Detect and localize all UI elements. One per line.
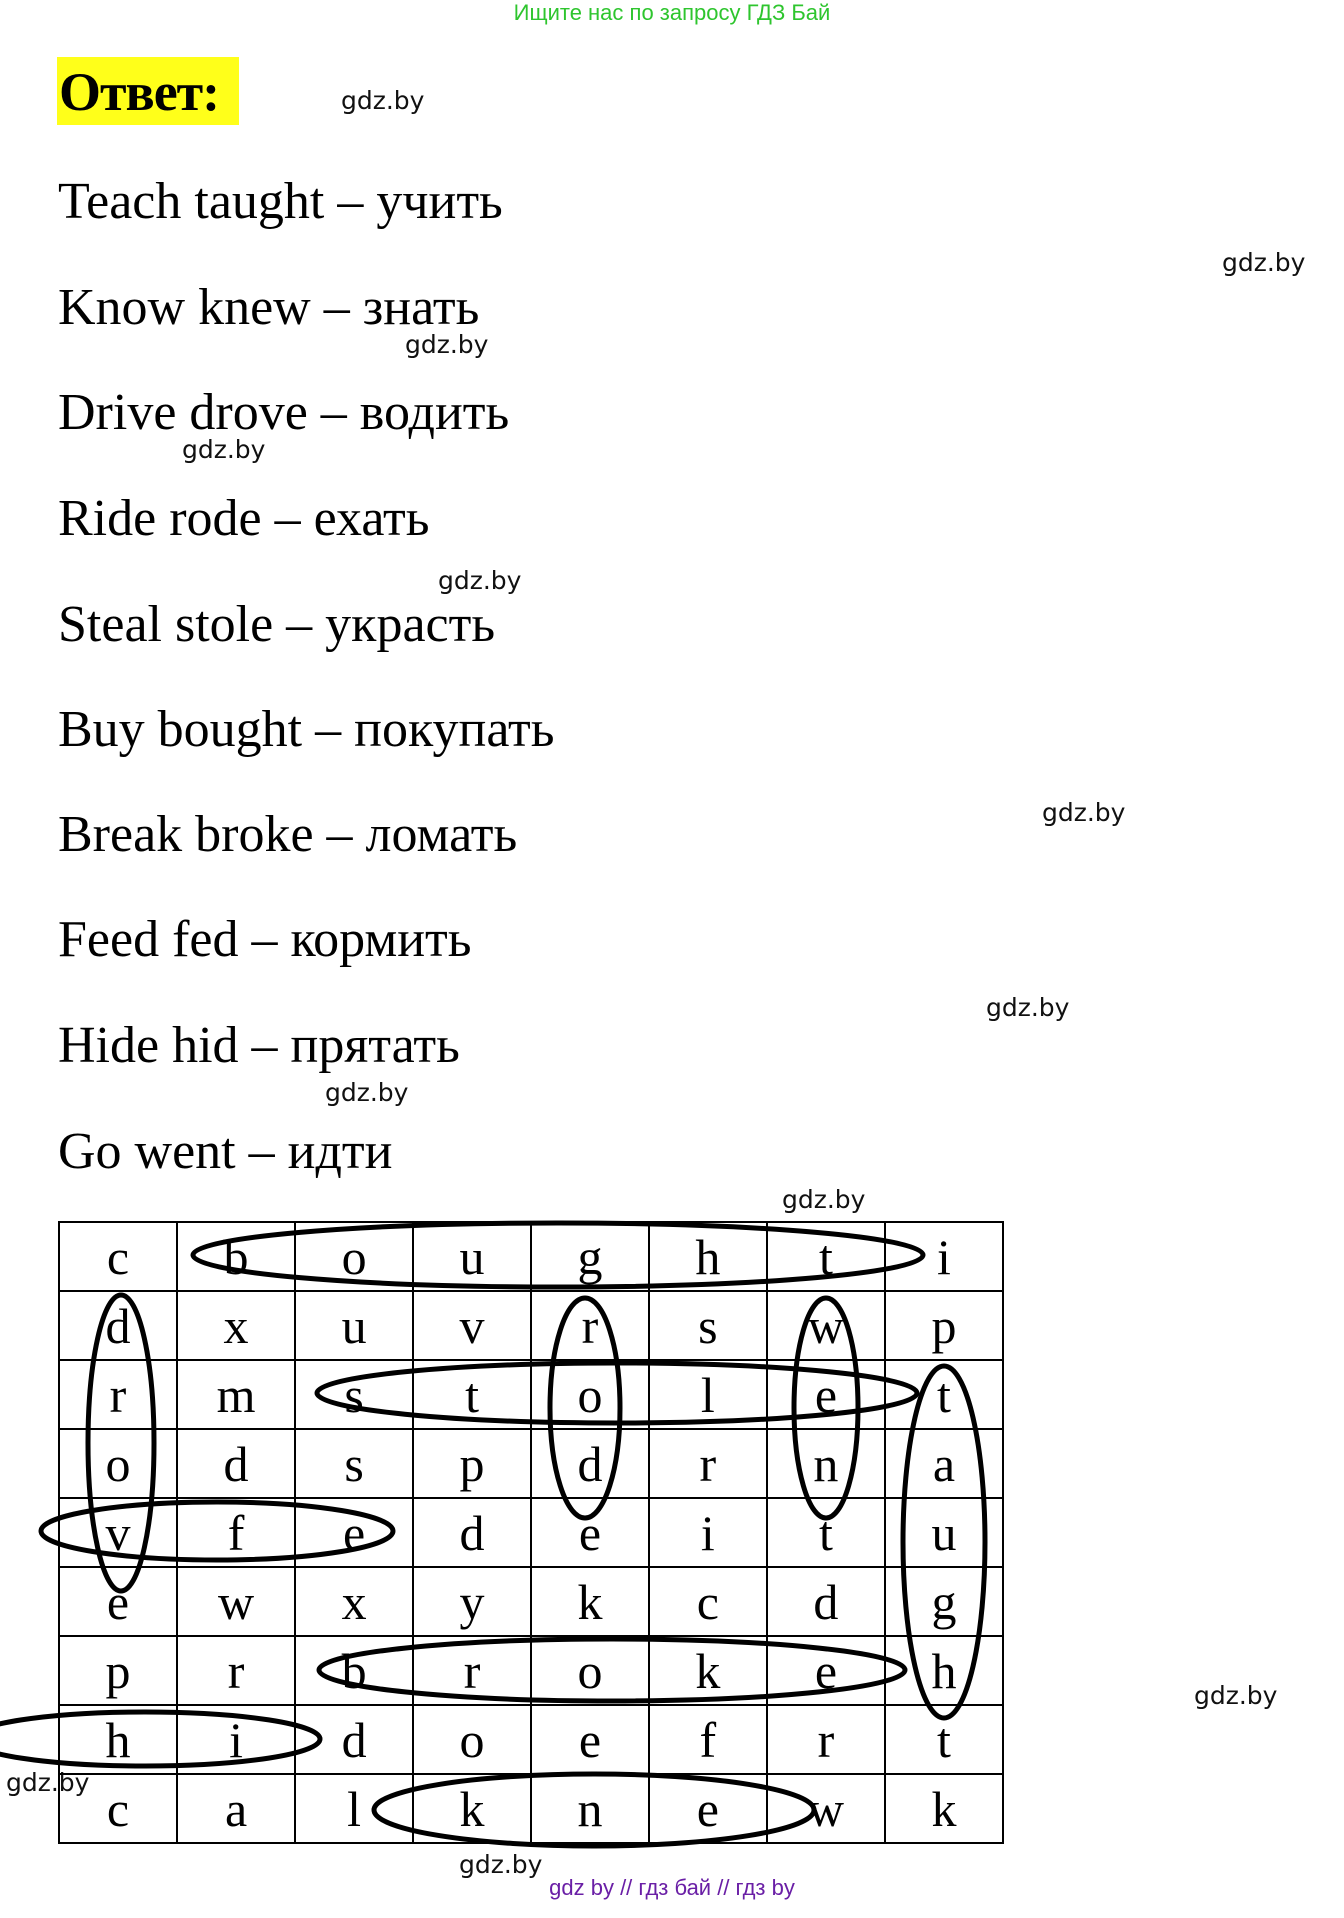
- answer-heading: Ответ:: [59, 62, 220, 122]
- watermark: gdz.by: [782, 1185, 866, 1214]
- answer-line: Buy bought – покупать: [58, 701, 555, 758]
- grid-row: [59, 1429, 1003, 1498]
- grid-cell: a: [885, 1429, 1003, 1498]
- grid-cell: e: [531, 1705, 649, 1774]
- grid-cell: u: [885, 1498, 1003, 1567]
- grid-cell: c: [649, 1567, 767, 1636]
- grid-cell: i: [649, 1498, 767, 1567]
- answer-line: Go went – идти: [58, 1123, 393, 1180]
- grid-cell: o: [531, 1360, 649, 1429]
- grid-row: [59, 1774, 1003, 1843]
- grid-cell: d: [295, 1705, 413, 1774]
- grid-cell: s: [295, 1360, 413, 1429]
- watermark: gdz.by: [1042, 798, 1126, 827]
- grid-row: [59, 1567, 1003, 1636]
- grid-cell: r: [59, 1360, 177, 1429]
- grid-cell: w: [767, 1774, 885, 1843]
- grid-cell: c: [59, 1774, 177, 1843]
- watermark: gdz.by: [341, 86, 425, 115]
- grid-cell: e: [531, 1498, 649, 1567]
- grid-cell: o: [295, 1222, 413, 1291]
- answer-line: Hide hid – прятать: [58, 1017, 460, 1074]
- watermark: gdz.by: [986, 993, 1070, 1022]
- grid-cell: i: [885, 1222, 1003, 1291]
- grid-cell: k: [649, 1636, 767, 1705]
- grid-cell: r: [649, 1429, 767, 1498]
- watermark: gdz.by: [1194, 1681, 1278, 1710]
- grid-cell: m: [177, 1360, 295, 1429]
- grid-cell: d: [177, 1429, 295, 1498]
- grid-cell: p: [885, 1291, 1003, 1360]
- grid-cell: w: [177, 1567, 295, 1636]
- grid-cell: w: [767, 1291, 885, 1360]
- grid-cell: h: [59, 1705, 177, 1774]
- grid-cell: t: [885, 1705, 1003, 1774]
- grid-cell: l: [295, 1774, 413, 1843]
- grid-cell: r: [531, 1291, 649, 1360]
- grid-cell: d: [531, 1429, 649, 1498]
- answer-line: Break broke – ломать: [58, 806, 518, 863]
- grid-row: [59, 1705, 1003, 1774]
- watermark: gdz.by: [1222, 248, 1306, 277]
- grid-row: [59, 1291, 1003, 1360]
- grid-cell: u: [295, 1291, 413, 1360]
- grid-cell: h: [649, 1222, 767, 1291]
- watermark: gdz.by: [405, 330, 489, 359]
- grid-cell: k: [885, 1774, 1003, 1843]
- watermark: gdz.by: [438, 566, 522, 595]
- grid-cell: l: [649, 1360, 767, 1429]
- grid-cell: p: [59, 1636, 177, 1705]
- grid-cell: c: [59, 1222, 177, 1291]
- grid-cell: t: [413, 1360, 531, 1429]
- grid-cell: e: [767, 1636, 885, 1705]
- grid-cell: g: [885, 1567, 1003, 1636]
- grid-cell: h: [885, 1636, 1003, 1705]
- grid-row: [59, 1498, 1003, 1567]
- grid-cell: i: [177, 1705, 295, 1774]
- grid-cell: n: [767, 1429, 885, 1498]
- grid-cell: r: [177, 1636, 295, 1705]
- grid-cell: d: [767, 1567, 885, 1636]
- grid-cell: x: [295, 1567, 413, 1636]
- grid-cell: e: [295, 1498, 413, 1567]
- grid-row: [59, 1222, 1003, 1291]
- grid-cell: f: [649, 1705, 767, 1774]
- grid-cell: o: [413, 1705, 531, 1774]
- grid-cell: o: [531, 1636, 649, 1705]
- answer-line: Steal stole – украсть: [58, 596, 496, 653]
- grid-cell: f: [177, 1498, 295, 1567]
- grid-cell: e: [649, 1774, 767, 1843]
- grid-cell: t: [767, 1498, 885, 1567]
- grid-cell: e: [767, 1360, 885, 1429]
- word-search-grid: [58, 1221, 1004, 1844]
- grid-cell: d: [59, 1291, 177, 1360]
- grid-row: [59, 1360, 1003, 1429]
- grid-cell: d: [413, 1498, 531, 1567]
- answer-line: Feed fed – кормить: [58, 911, 472, 968]
- answer-line: Know knew – знать: [58, 279, 480, 336]
- grid-cell: p: [413, 1429, 531, 1498]
- grid-cell: o: [59, 1429, 177, 1498]
- grid-cell: u: [413, 1222, 531, 1291]
- grid-cell: b: [177, 1222, 295, 1291]
- grid-cell: t: [885, 1360, 1003, 1429]
- grid-cell: v: [413, 1291, 531, 1360]
- answer-line: Teach taught – учить: [58, 173, 503, 230]
- watermark: gdz.by: [182, 435, 266, 464]
- grid-cell: n: [531, 1774, 649, 1843]
- watermark: gdz.by: [6, 1768, 90, 1797]
- search-banner: Ищите нас по запросу ГДЗ Бай: [513, 0, 831, 25]
- grid-cell: v: [59, 1498, 177, 1567]
- grid-cell: k: [413, 1774, 531, 1843]
- grid-cell: k: [531, 1567, 649, 1636]
- grid-cell: a: [177, 1774, 295, 1843]
- grid-cell: s: [649, 1291, 767, 1360]
- grid-cell: y: [413, 1567, 531, 1636]
- answer-line: Ride rode – ехать: [58, 490, 430, 547]
- grid-cell: g: [531, 1222, 649, 1291]
- watermark: gdz.by: [325, 1078, 409, 1107]
- footer-links: gdz by // гдз бай // гдз by: [549, 1875, 795, 1900]
- grid-cell: r: [413, 1636, 531, 1705]
- grid-cell: x: [177, 1291, 295, 1360]
- grid-cell: t: [767, 1222, 885, 1291]
- grid-cell: e: [59, 1567, 177, 1636]
- grid-cell: r: [767, 1705, 885, 1774]
- answer-line: Drive drove – водить: [58, 384, 510, 441]
- grid-row: [59, 1636, 1003, 1705]
- grid-cell: b: [295, 1636, 413, 1705]
- watermark: gdz.by: [459, 1850, 543, 1879]
- grid-cell: s: [295, 1429, 413, 1498]
